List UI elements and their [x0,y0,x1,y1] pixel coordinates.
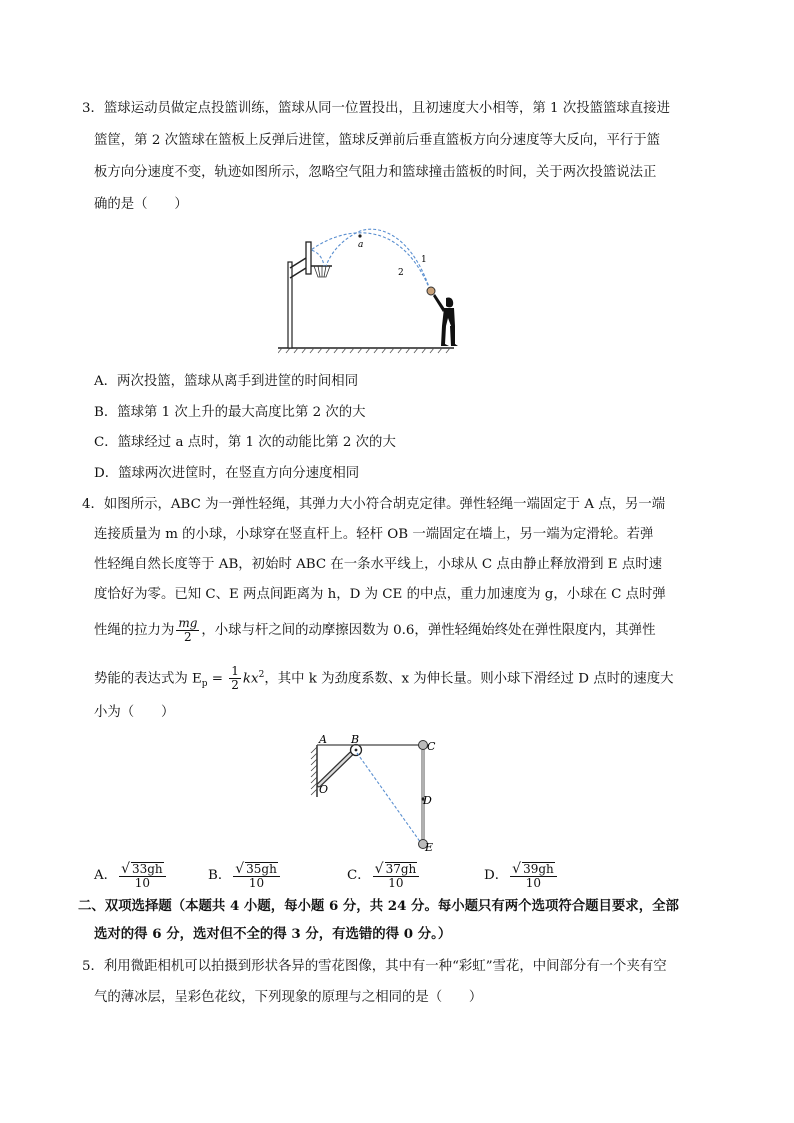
q4-option-c-letter: C． [347,868,371,883]
q3-option-b[interactable]: B．篮球第 1 次上升的最大高度比第 2 次的大 [94,405,366,420]
q3-stem-line-3: 板方向分速度不变，轨迹如图所示，忽略空气阻力和篮球撞击篮板的时间，关于两次投篮说法正 [94,165,657,180]
section-2-heading-line-2: 选对的得 6 分，选对但不全的得 3 分，有选错的得 0 分。） [94,926,452,942]
q4-kx: kx [242,671,259,687]
q3-label-a: a [358,240,364,250]
q4-tension-num: mg [178,616,198,630]
q4-equals: = [207,671,228,687]
q3-label-2: 2 [398,268,404,278]
q4-option-a-letter: A． [94,868,118,883]
q4-option-c-fraction: $\frac{√ 37gh}{10}$ [373,862,420,890]
q4-half-fraction [229,665,241,692]
q4-stem-line-7: 小为（ ） [94,705,175,720]
q4-stem-line-5 [94,616,655,646]
q4-label-c: C [427,740,436,753]
q4-option-b[interactable] [208,856,282,896]
q4-tension-den: 2 [184,630,192,644]
q5-stem-line-2: 气的薄冰层，呈彩色花纹，下列现象的原理与之相同的是（ ） [94,990,483,1005]
q4-line6-pre: 势能的表达式为 E [94,671,202,687]
q4-label-b: B [351,733,360,746]
q4-line6-post: ，其中 k 为劲度系数、x 为伸长量。则小球下滑经过 D 点时的速度大 [264,671,674,687]
q4-option-d-radicand: 39gh [523,861,554,876]
q4-stem-line-3: 性轻绳自然长度等于 AB，初始时 ABC 在一条水平线上，小球从 C 点由静止释放滑到 E 点时速 [94,557,663,572]
q3-option-d[interactable]: D．篮球两次进筐时，在竖直方向分速度相同 [94,466,360,481]
q4-line5-post: ，小球与杆之间的动摩擦因数为 0.6，弹性轻绳始终处在弹性限度内，其弹性 [201,623,656,638]
q4-option-d-fraction: $\frac{√ 39gh}{10}$ [510,862,557,890]
q4-option-c-radicand: 37gh [385,861,417,876]
q4-option-b-den: 10 [248,875,265,890]
q4-option-c[interactable] [347,856,421,896]
q4-option-d-den: 10 [525,875,542,890]
q3-basketball-figure [278,222,468,354]
q4-option-a-den: 10 [134,875,150,890]
q4-option-a[interactable] [94,856,168,896]
q4-option-d-letter: D． [484,868,509,883]
q4-line5-pre: 性绳的拉力为 [94,623,175,638]
q3-stem-line-4: 确的是（ ） [94,197,188,212]
q3-option-c[interactable]: C．篮球经过 a 点时，第 1 次的动能比第 2 次的大 [94,435,396,450]
q4-square: 2 [258,670,265,680]
q4-stem-line-2: 连接质量为 m 的小球，小球穿在竖直杆上。轻杆 OB 一端固定在墙上，另一端为定滑轮。若弹 [94,527,654,542]
q4-tension-fraction [176,617,199,644]
q4-option-a-fraction: $\frac{√ 33gh}{10}$ [119,862,166,890]
q4-option-a-radicand: 33gh [131,861,163,876]
q4-stem-line-6 [94,660,674,699]
q4-stem-line-4: 度恰好为零。已知 C、E 两点间距离为 h，D 为 CE 的中点，重力加速度为 g，小球在 C 点时弹 [94,587,666,602]
q3-stem-line-1: 3．篮球运动员做定点投篮训练，篮球从同一位置投出，且初速度大小相等，第 1 次投篮篮球直接进 [82,101,670,116]
q3-stem-line-2: 篮筐，第 2 次篮球在篮板上反弹后进筐，篮球反弹前后垂直篮板方向分速度等大反向，平行于篮 [94,133,661,148]
q4-option-b-letter: B． [208,868,232,883]
q4-option-d[interactable] [484,856,559,896]
q4-label-e: E [425,841,434,854]
q4-label-a: A [319,733,327,746]
q4-stem-line-1: 4．如图所示，ABC 为一弹性轻绳，其弹力大小符合胡克定律。弹性轻绳一端固定于 A 点，另一端 [82,497,666,512]
q4-label-o: O [319,783,329,796]
q4-option-b-fraction: $\frac{√ 35gh}{10}$ [233,862,280,890]
q4-option-c-den: 10 [388,875,404,890]
q4-half-num: 1 [231,664,239,679]
q4-half-den: 2 [231,678,239,693]
q4-label-d: D [423,794,432,807]
q3-label-1: 1 [421,255,427,265]
q5-stem-line-1: 5．利用微距相机可以拍摄到形状各异的雪花图像，其中有一种“彩虹”雪花，中间部分有一个夹有空 [82,959,667,974]
q3-option-a[interactable]: A．两次投篮，篮球从离手到进筐的时间相同 [94,374,359,389]
q4-ep-subscript: p [201,679,208,690]
q4-rope-figure [305,733,445,855]
section-2-heading-line-1: 二、双项选择题（本题共 4 小题，每小题 6 分，共 24 分。每小题只有两个选项符合题目要求，全部 [78,898,679,914]
q4-option-b-radicand: 35gh [246,861,277,876]
